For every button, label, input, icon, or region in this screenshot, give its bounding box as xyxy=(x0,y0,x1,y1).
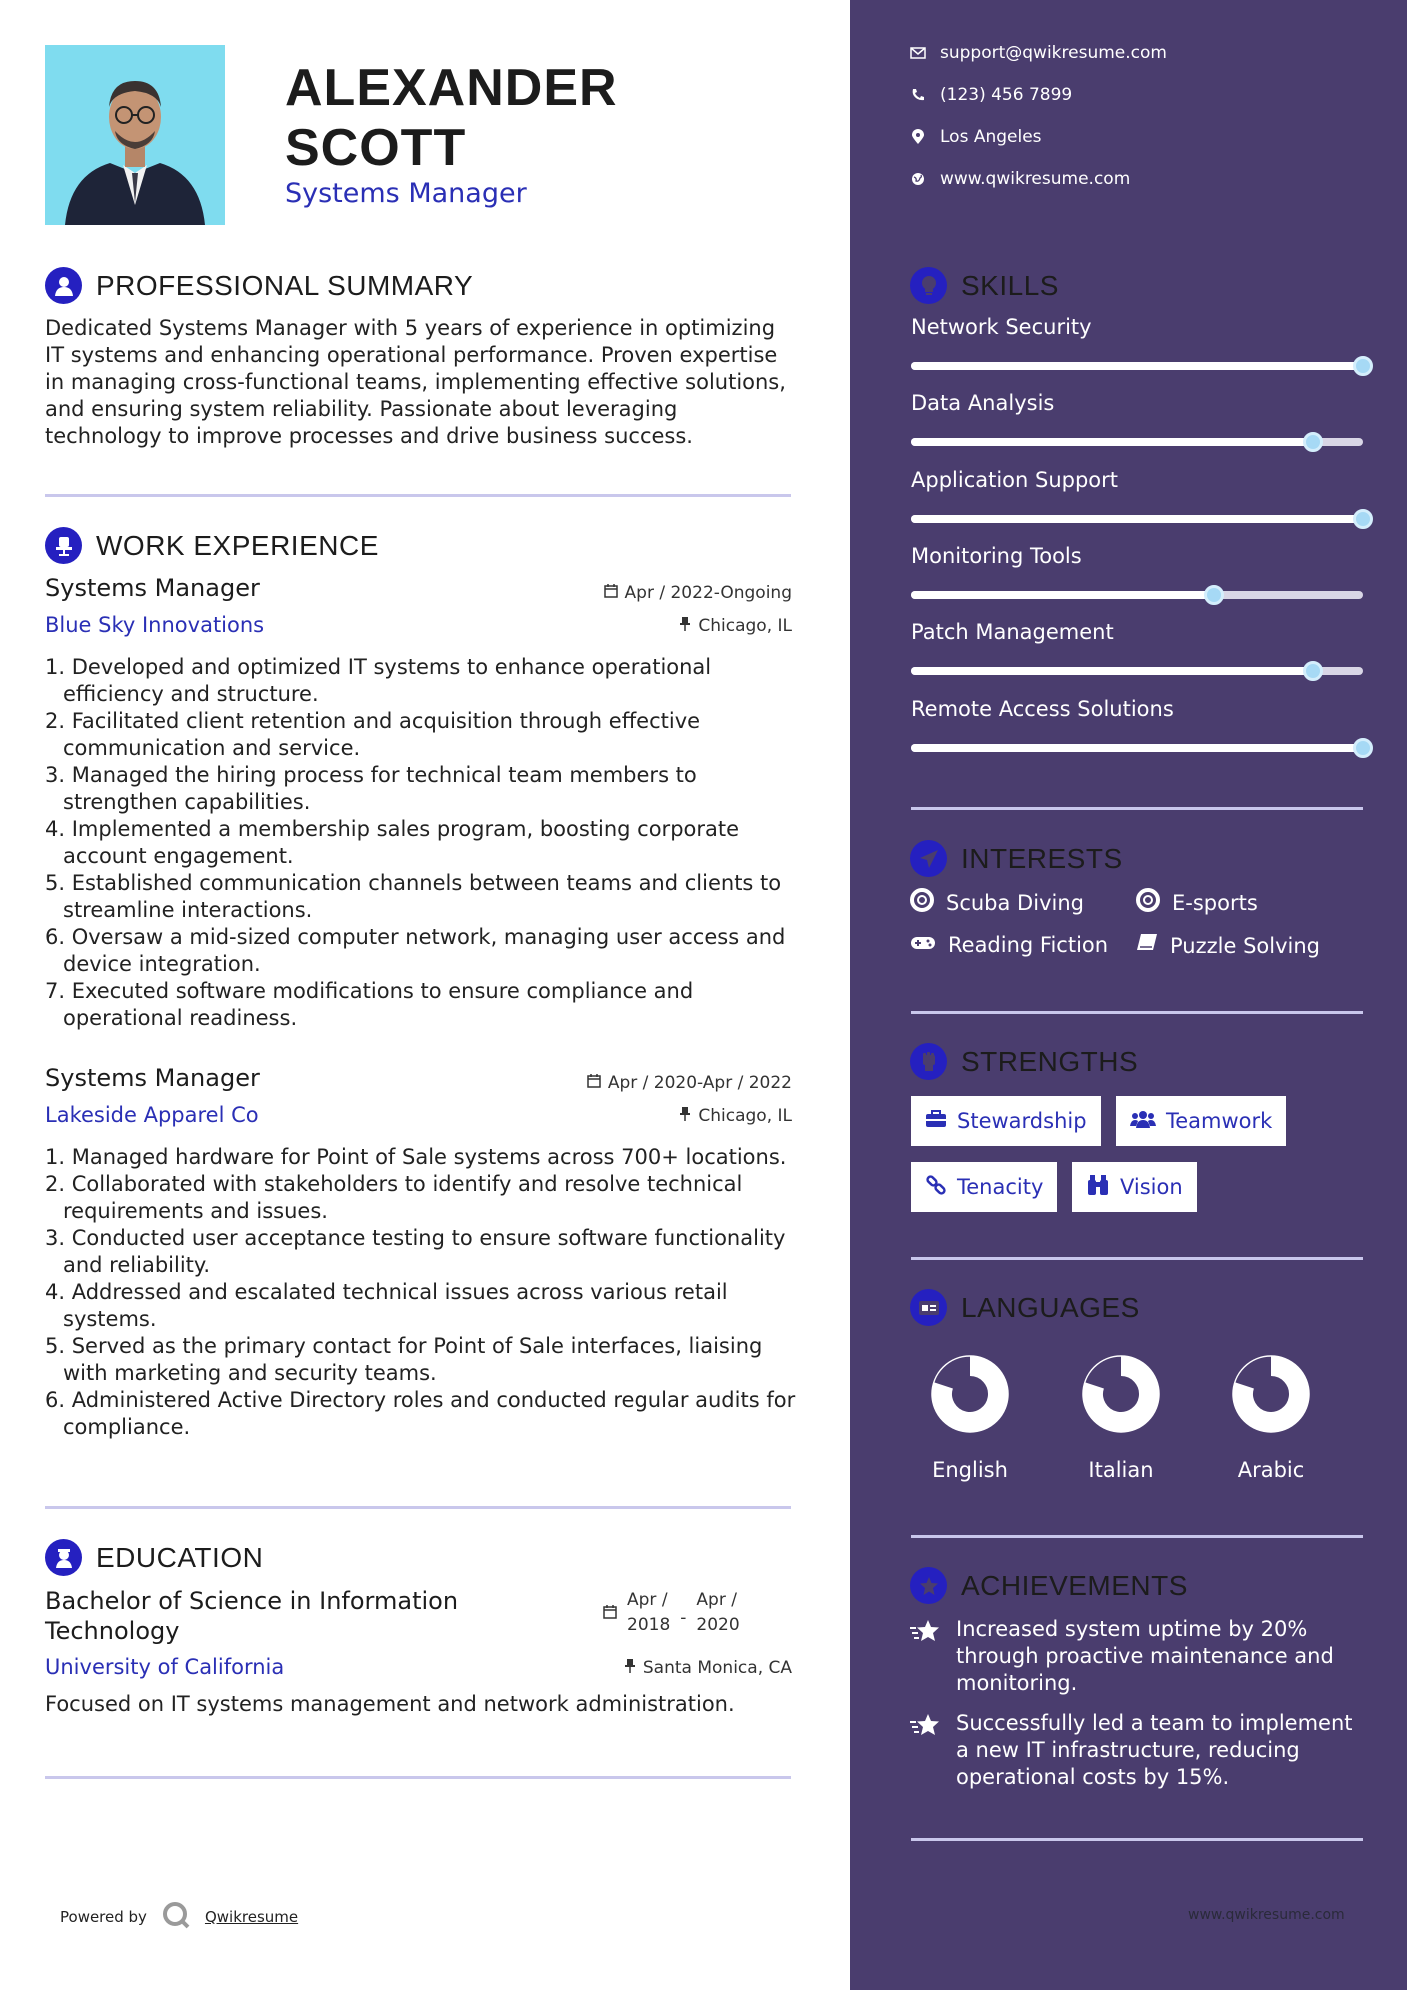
divider xyxy=(911,807,1363,810)
experience-heading: WORK EXPERIENCE xyxy=(45,527,379,564)
pin-icon xyxy=(679,616,691,636)
skill-bar xyxy=(911,591,1363,599)
contact-website[interactable]: www.qwikresume.com xyxy=(910,169,1130,189)
education-heading: EDUCATION xyxy=(45,1539,263,1576)
list-item: 6. Oversaw a mid-sized computer network, managing user access and device integration. xyxy=(45,925,786,976)
divider xyxy=(45,1776,791,1779)
achievements-heading: ACHIEVEMENTS xyxy=(910,1567,1188,1604)
strengths-heading: STRENGTHS xyxy=(910,1043,1138,1080)
contact-location: Los Angeles xyxy=(910,127,1042,147)
job-dates: Apr / 2022-Ongoing xyxy=(604,583,792,603)
candidate-name: ALEXANDER SCOTT xyxy=(285,59,618,177)
interest-item: Reading Fiction xyxy=(910,933,1108,957)
list-item: 6. Administered Active Directory roles and conducted regular audits for compliance. xyxy=(45,1388,796,1439)
skill-slider-handle xyxy=(1353,738,1373,758)
list-item: 5. Established communication channels between teams and clients to streamline interactions. xyxy=(45,871,782,922)
chair-icon xyxy=(45,527,82,564)
skill-label: Application Support xyxy=(911,468,1119,492)
pin-icon xyxy=(679,1106,691,1126)
interest-item: Scuba Diving xyxy=(910,888,1084,917)
language-ring xyxy=(1221,1344,1321,1444)
job-location: Chicago, IL xyxy=(679,616,792,636)
book-icon xyxy=(1136,933,1158,958)
globe-icon xyxy=(910,172,926,186)
interests-heading: INTERESTS xyxy=(910,840,1123,877)
brand-link[interactable]: Qwikresume xyxy=(204,1908,299,1926)
education-dates: Apr / 2018 - Apr / 2020 xyxy=(603,1588,740,1638)
binoculars-icon xyxy=(1086,1174,1110,1201)
language-ring xyxy=(1071,1344,1171,1444)
calendar-icon xyxy=(603,1604,617,1624)
divider xyxy=(45,494,791,497)
language-item: Arabic xyxy=(1211,1344,1331,1482)
phone-icon xyxy=(910,88,926,102)
divider xyxy=(911,1257,1363,1260)
strength-chip: Stewardship xyxy=(911,1096,1101,1146)
fist-icon xyxy=(910,1043,947,1080)
summary-text: Dedicated Systems Manager with 5 years of experience in optimizing IT systems and enhancing operational performance. Proven expertise in managing cross-functional teams, implementing effective solutions, and ensuring system reliability. Passionate about leveraging technology to improve processes and drive business success. xyxy=(45,316,786,448)
skill-slider-handle xyxy=(1204,585,1224,605)
degree-title: Bachelor of Science in Information Technology xyxy=(45,1587,459,1645)
location-pin-icon xyxy=(910,129,926,145)
skill-bar xyxy=(911,362,1363,370)
company-name: Blue Sky Innovations xyxy=(45,613,265,637)
contact-email[interactable]: support@qwikresume.com xyxy=(910,43,1167,63)
school-name: University of California xyxy=(45,1655,285,1679)
interest-item: E-sports xyxy=(1136,888,1258,917)
list-item: 1. Developed and optimized IT systems to enhance operational efficiency and structure. xyxy=(45,655,712,706)
job-title: Systems Manager xyxy=(45,574,260,602)
divider xyxy=(911,1838,1363,1841)
achievement-item: Increased system uptime by 20% through proactive maintenance and monitoring. xyxy=(910,1616,1370,1697)
list-item: 3. Managed the hiring process for technical team members to strengthen capabilities. xyxy=(45,763,697,814)
education-description: Focused on IT systems management and network administration. xyxy=(45,1692,735,1716)
skill-slider-handle xyxy=(1353,509,1373,529)
lifebuoy-icon xyxy=(910,888,934,917)
job-location: Chicago, IL xyxy=(679,1106,792,1126)
summary-heading: PROFESSIONAL SUMMARY xyxy=(45,267,473,304)
star-icon xyxy=(910,1712,942,1791)
job-bullets xyxy=(45,1144,805,1441)
language-ring xyxy=(920,1344,1020,1444)
calendar-icon xyxy=(587,1073,601,1093)
education-end: Apr / 2020 xyxy=(696,1590,740,1635)
pin-icon xyxy=(624,1658,636,1678)
list-item: 4. Addressed and escalated technical issues across various retail systems. xyxy=(45,1280,728,1331)
skill-bar xyxy=(911,667,1363,675)
avatar xyxy=(45,45,225,225)
list-item: 2. Facilitated client retention and acquisition through effective communication and service. xyxy=(45,709,701,760)
divider xyxy=(45,1506,791,1509)
skill-bar xyxy=(911,515,1363,523)
education-location: Santa Monica, CA xyxy=(624,1658,792,1678)
strength-chip: Teamwork xyxy=(1116,1096,1286,1146)
translate-icon xyxy=(910,1289,947,1326)
calendar-icon xyxy=(604,583,618,603)
gamepad-icon xyxy=(910,933,936,957)
skill-label: Monitoring Tools xyxy=(911,544,1082,568)
paper-plane-icon xyxy=(910,840,947,877)
education-start: Apr / 2018 xyxy=(627,1590,671,1635)
list-item: 7. Executed software modifications to ensure compliance and operational readiness. xyxy=(45,979,694,1030)
achievement-item: Successfully led a team to implement a new IT infrastructure, reducing operational costs by 15%. xyxy=(910,1710,1370,1791)
briefcase-icon xyxy=(925,1109,947,1133)
user-icon xyxy=(45,267,82,304)
company-name: Lakeside Apparel Co xyxy=(45,1103,259,1127)
powered-by: Powered by Qwikresume xyxy=(60,1900,298,1934)
job-dates: Apr / 2020-Apr / 2022 xyxy=(587,1073,792,1093)
graduate-icon xyxy=(45,1539,82,1576)
list-item: 2. Collaborated with stakeholders to identify and resolve technical requirements and issues. xyxy=(45,1172,743,1223)
divider xyxy=(911,1011,1363,1014)
job-bullets xyxy=(45,654,795,1032)
lifebuoy-icon xyxy=(1136,888,1160,917)
list-item: 3. Conducted user acceptance testing to ensure software functionality and reliability. xyxy=(45,1226,786,1277)
divider xyxy=(911,1535,1363,1538)
link-icon xyxy=(925,1174,947,1201)
skill-label: Network Security xyxy=(911,315,1092,339)
star-icon xyxy=(910,1618,942,1697)
strength-chip: Vision xyxy=(1072,1162,1197,1212)
language-item: Italian xyxy=(1061,1344,1181,1482)
skill-label: Remote Access Solutions xyxy=(911,697,1174,721)
contact-phone[interactable]: (123) 456 7899 xyxy=(910,85,1072,105)
skill-label: Patch Management xyxy=(911,620,1114,644)
envelope-icon xyxy=(910,47,926,59)
language-item: English xyxy=(910,1344,1030,1482)
job-title: Systems Manager xyxy=(45,1064,260,1092)
skill-slider-handle xyxy=(1353,356,1373,376)
list-item: 5. Served as the primary contact for Point of Sale interfaces, liaising with marketing and security teams. xyxy=(45,1334,763,1385)
list-item: 4. Implemented a membership sales program, boosting corporate account engagement. xyxy=(45,817,740,868)
star-badge-icon xyxy=(910,1567,947,1604)
interest-item: Puzzle Solving xyxy=(1136,933,1320,958)
skill-label: Data Analysis xyxy=(911,391,1055,415)
candidate-role: Systems Manager xyxy=(285,178,527,209)
users-icon xyxy=(1130,1109,1156,1134)
strength-chip: Tenacity xyxy=(911,1162,1057,1212)
skill-bar xyxy=(911,438,1363,446)
skills-heading: SKILLS xyxy=(910,267,1059,304)
footer-website[interactable]: www.qwikresume.com xyxy=(1188,1907,1345,1923)
skill-bar xyxy=(911,744,1363,752)
list-item: 1. Managed hardware for Point of Sale systems across 700+ locations. xyxy=(45,1145,787,1169)
lightbulb-icon xyxy=(910,267,947,304)
languages-heading: LANGUAGES xyxy=(910,1289,1140,1326)
qwikresume-logo-icon xyxy=(161,1900,191,1934)
